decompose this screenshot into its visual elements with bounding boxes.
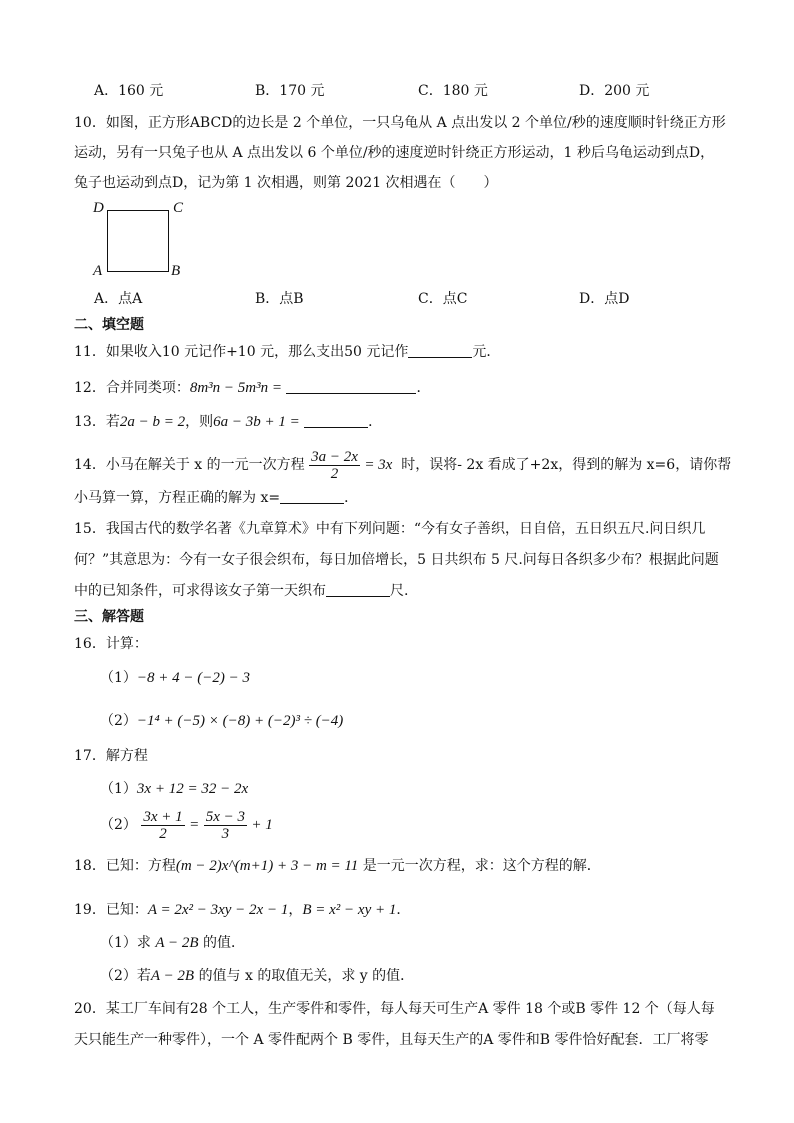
- q9-option-c: C．180 元: [418, 83, 488, 99]
- q17-part-1: （1）3x + 12 = 32 − 2x: [100, 781, 249, 797]
- q17-part-2: （2） $\frac{3x + 1}{2}$ = $\frac{5x - 3}{3}$ + 1: [100, 808, 273, 842]
- q9-option-a: A．160 元: [94, 83, 164, 99]
- q17-left-fraction: $\frac{3x + 1}{2}$: [143, 808, 183, 842]
- section-fill-in-heading: 二、填空题: [74, 317, 144, 333]
- q10-line-1: 10．如图，正方形ABCD的边长是 2 个单位，一只乌龟从 A 点出发以 2 个单位/秒的速度顺时针绕正方形: [74, 115, 726, 131]
- q16-part-2: （2）−1⁴ + (−5) × (−8) + (−2)³ ÷ (−4): [100, 713, 344, 729]
- q15-line-2: 何？”其意思为：今有一女子很会织布，每日加倍增长，5 日共织布 5 尺.问每日各织多少布？根据此问题: [74, 552, 719, 568]
- q12: 12．合并同类项：8m³n − 5m³n = ．: [74, 380, 431, 396]
- vertex-b-label: B: [171, 263, 181, 279]
- q9-option-d: D．200 元: [579, 83, 650, 99]
- q19-part-1: （1）求 A − 2B 的值．: [100, 935, 246, 951]
- q11: 11．如果收入10 元记作+10 元，那么支出50 元记作 元．: [74, 344, 501, 360]
- q19-part-2: （2）若A − 2B 的值与 x 的取值无关，求 y 的值．: [100, 968, 415, 984]
- q10-option-a: A．点A: [94, 291, 143, 307]
- square-abcd: [107, 210, 169, 272]
- q16-part-1: （1）−8 + 4 − (−2) − 3: [100, 670, 251, 686]
- q18: 18．已知：方程(m − 2)x^(m+1) + 3 − m = 11 是一元一次方程，求：这个方程的解．: [74, 858, 601, 874]
- q10-option-c: C．点C: [418, 291, 468, 307]
- q15-line-3: 中的已知条件，可求得该女子第一天织布 尺.: [74, 583, 409, 599]
- q15-line-1: 15．我国古代的数学名著《九章算术》中有下列问题：“今有女子善织，日自倍，五日织五尺.问日织几: [74, 521, 706, 537]
- q17-right-fraction: $\frac{5x - 3}{3}$: [205, 808, 245, 842]
- q10-line-2: 运动，另有一只兔子也从 A 点出发以 6 个单位/秒的速度逆时针绕正方形运动，1 秒后乌龟运动到点D，: [74, 145, 715, 161]
- vertex-c-label: C: [173, 200, 184, 216]
- q19-given: 19．已知：A = 2x² − 3xy − 2x − 1，B = x² − xy + 1．: [74, 902, 411, 918]
- q10-line-3: 兔子也运动到点D，记为第 1 次相遇，则第 2021 次相遇在（ ）: [74, 175, 498, 191]
- q10-option-d: D．点D: [579, 291, 630, 307]
- q20-line-1: 20．某工厂车间有28 个工人，生产零件和零件，每人每天可生产A 零件 18 个或B 零件 12 个（每人每: [74, 1001, 715, 1017]
- q17-title: 17．解方程: [74, 748, 148, 764]
- q20-line-2: 天只能生产一种零件），一个 A 零件配两个 B 零件，且每天生产的A 零件和B 零件恰好配套．工厂将零: [74, 1032, 709, 1048]
- section-solve-heading: 三、解答题: [74, 609, 144, 625]
- q9-option-b: B．170 元: [255, 83, 325, 99]
- vertex-a-label: A: [93, 263, 103, 279]
- q14-line-1: 14．小马在解关于 x 的一元一次方程 $\frac{3a - 2x}{2}$ = 3x 时，误将- 2x 看成了+2x，得到的解为 x=6，请你帮: [74, 448, 732, 482]
- vertex-d-label: D: [93, 200, 104, 216]
- q10-option-b: B．点B: [255, 291, 304, 307]
- q14-fraction: $\frac{3a - 2x}{2}$: [311, 448, 358, 482]
- q16-title: 16．计算：: [74, 636, 148, 652]
- q13: 13．若2a − b = 2，则6a − 3b + 1 = ．: [74, 414, 383, 430]
- q14-line-2: 小马算一算，方程正确的解为 x= ．: [74, 490, 359, 506]
